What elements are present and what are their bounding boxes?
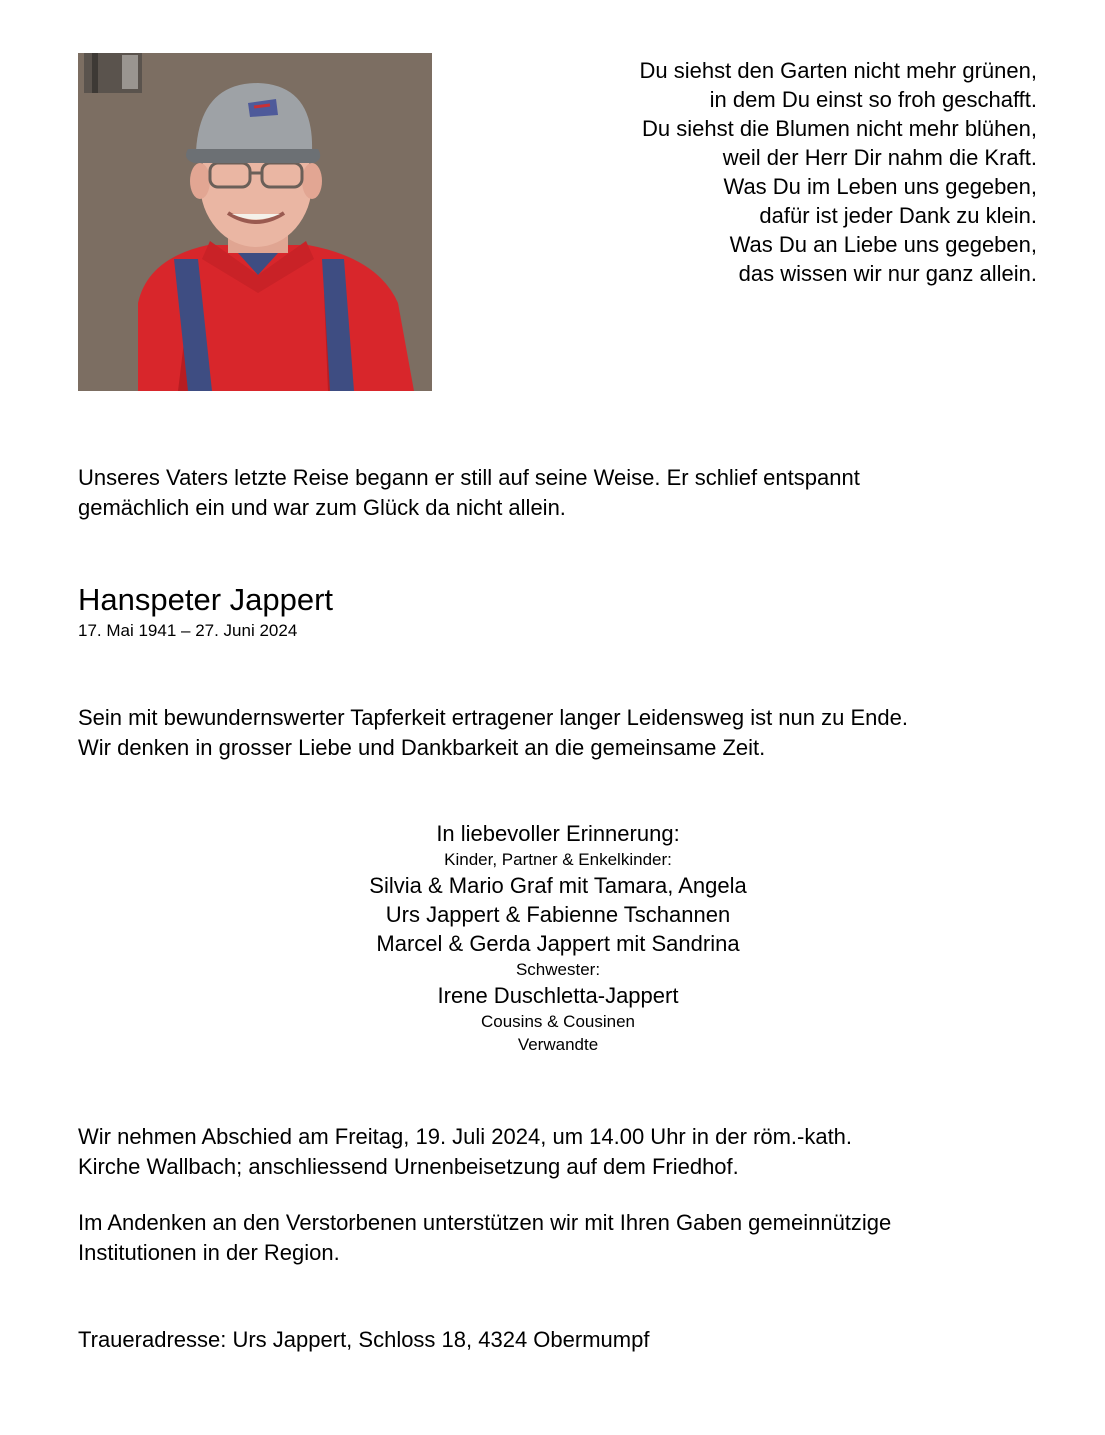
family-heading: In liebevoller Erinnerung:	[436, 821, 680, 846]
tribute-line: Sein mit bewundernswerter Tapferkeit ertragener langer Leidensweg ist nun zu Ende.	[78, 705, 908, 730]
intro-line: gemächlich ein und war zum Glück da nicht allein.	[78, 495, 566, 520]
poem-line: das wissen wir nur ganz allein.	[738, 261, 1037, 286]
donation-paragraph	[78, 1208, 1038, 1268]
poem-line: in dem Du einst so froh geschafft.	[709, 87, 1037, 112]
intro-paragraph	[78, 463, 1038, 523]
ceremony-line: Kirche Wallbach; anschliessend Urnenbeisetzung auf dem Friedhof.	[78, 1154, 739, 1179]
children-label: Kinder, Partner & Enkelkinder:	[444, 850, 672, 869]
poem-line: Du siehst die Blumen nicht mehr blühen,	[642, 116, 1037, 141]
relatives-entry: Verwandte	[517, 1035, 599, 1054]
deceased-name: Hanspeter Jappert	[78, 582, 334, 617]
poem-line: Was Du im Leben uns gegeben,	[723, 174, 1037, 199]
deceased-dates: 17. Mai 1941 – 27. Juni 2024	[78, 621, 298, 640]
intro-line: Unseres Vaters letzte Reise begann er still auf seine Weise. Er schlief entspannt	[78, 465, 860, 490]
poem-line: Du siehst den Garten nicht mehr grünen,	[639, 58, 1037, 83]
child-entry: Urs Jappert & Fabienne Tschannen	[385, 902, 731, 927]
tribute-paragraph	[78, 703, 1038, 763]
donation-line: Institutionen in der Region.	[78, 1240, 340, 1265]
family-list	[78, 819, 1038, 1056]
tribute-line: Wir denken in grosser Liebe und Dankbarkeit an die gemeinsame Zeit.	[78, 735, 766, 760]
cousins-entry: Cousins & Cousinen	[480, 1012, 636, 1031]
donation-line: Im Andenken an den Verstorbenen unterstützen wir mit Ihren Gaben gemeinnützige	[78, 1210, 892, 1235]
sister-entry: Irene Duschletta-Jappert	[437, 983, 679, 1008]
sister-label: Schwester:	[515, 960, 601, 979]
poem-line: Was Du an Liebe uns gegeben,	[729, 232, 1037, 257]
mourning-address	[78, 1325, 1038, 1355]
poem-line: dafür ist jeder Dank zu klein.	[759, 203, 1037, 228]
poem	[517, 56, 1037, 288]
address-line: Traueradresse: Urs Jappert, Schloss 18, 4324 Obermumpf	[78, 1327, 650, 1352]
child-entry: Silvia & Mario Graf mit Tamara, Angela	[369, 873, 747, 898]
child-entry: Marcel & Gerda Jappert mit Sandrina	[376, 931, 740, 956]
poem-line: weil der Herr Dir nahm die Kraft.	[722, 145, 1037, 170]
portrait-photo	[78, 53, 432, 391]
ceremony-paragraph	[78, 1122, 1038, 1182]
ceremony-line: Wir nehmen Abschied am Freitag, 19. Juli 2024, um 14.00 Uhr in der röm.-kath.	[78, 1124, 853, 1149]
